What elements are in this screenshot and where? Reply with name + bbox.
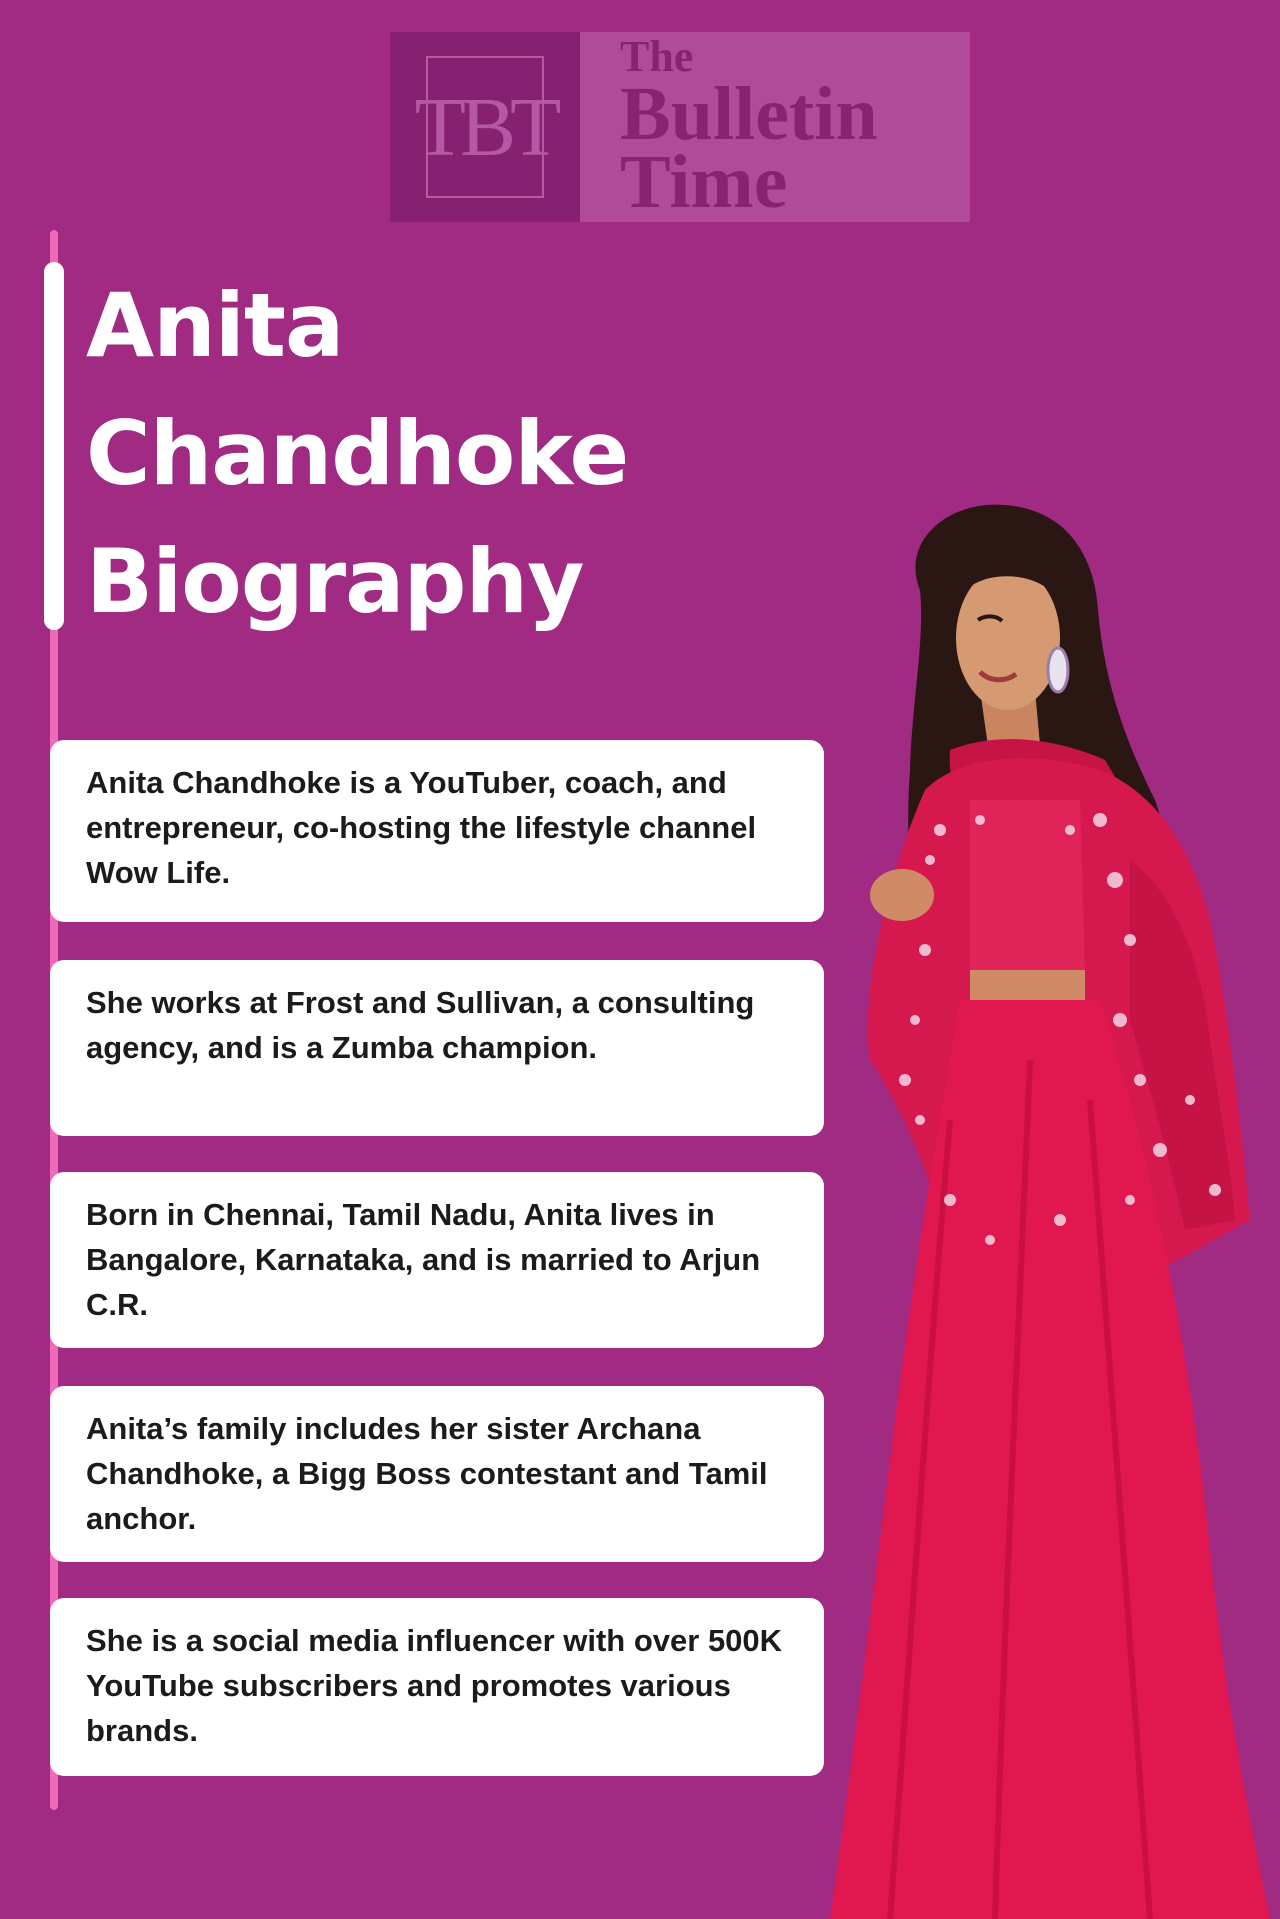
logo-line-bulletin: Bulletin [620, 72, 878, 156]
fact-card [50, 1598, 824, 1776]
logo-line-time: Time [620, 140, 788, 224]
fact-card [50, 1386, 824, 1562]
logo-monogram: TBT [414, 80, 556, 174]
fact-text: Anita Chandhoke is a YouTuber, coach, and entrepreneur, co-hosting the lifestyle channel Wow Life. [86, 765, 757, 890]
midriff [970, 970, 1085, 1000]
site-logo [390, 32, 970, 222]
tbt-monogram-icon [390, 32, 580, 222]
title-line-2: Chandhoke [86, 402, 629, 505]
face [956, 566, 1060, 710]
page-title [86, 262, 628, 646]
fact-card [50, 1172, 824, 1348]
logo-wordmark [580, 32, 970, 222]
woman-portrait-illustration [830, 500, 1280, 1919]
fact-text: Anita’s family includes her sister Archana Chandhoke, a Bigg Boss contestant and Tamil anchor. [86, 1411, 768, 1536]
fact-card [50, 740, 824, 922]
fact-text: She works at Frost and Sullivan, a consulting agency, and is a Zumba champion. [86, 985, 755, 1065]
fact-text: Born in Chennai, Tamil Nadu, Anita lives in Bangalore, Karnataka, and is married to Arjun C.R. [86, 1197, 761, 1322]
earring [1048, 648, 1068, 692]
crop-top [970, 800, 1085, 970]
title-line-3: Biography [86, 530, 584, 633]
fact-text: She is a social media influencer with over 500K YouTube subscribers and promotes various brands. [86, 1623, 783, 1748]
hand [870, 869, 934, 921]
title-accent-bar [44, 262, 64, 630]
logo-line-the: The [620, 32, 694, 81]
title-line-1: Anita [86, 274, 344, 377]
fact-card [50, 960, 824, 1136]
